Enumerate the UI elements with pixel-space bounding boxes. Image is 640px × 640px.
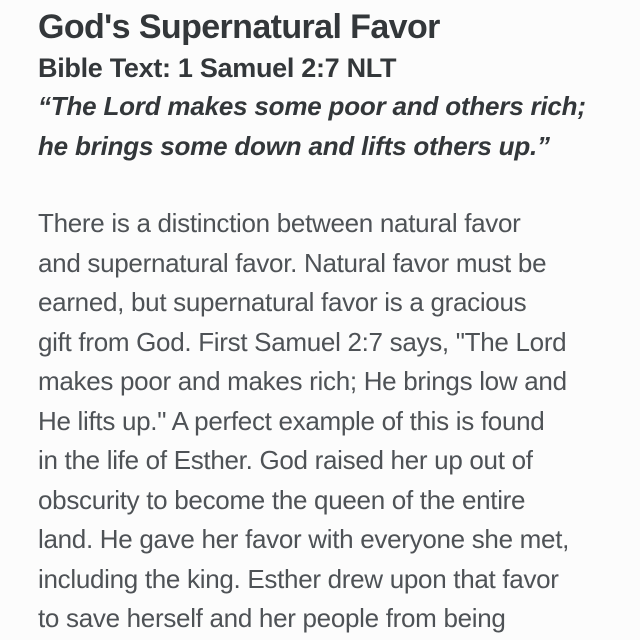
body-paragraph [38,204,634,639]
text-line: obscurity to become the queen of the entire [38,484,526,515]
bible-quote [38,86,634,166]
text-line: gift from God. First Samuel 2:7 says, "The Lord [38,326,567,357]
text-line: including the king. Esther drew upon that favor [38,563,559,594]
text-line: to save herself and her people from being [38,603,506,633]
text-line: “The Lord makes some poor and others rich; [38,91,586,121]
text-line: he brings some down and lifts others up.” [38,131,550,161]
page-title: God's Supernatural Favor [38,8,440,46]
text-line: land. He gave her favor with everyone she met, [38,524,570,554]
text-line: earned, but supernatural favor is a gracious [38,287,527,317]
text-line: makes poor and makes rich; He brings low and [38,366,567,396]
text-line: There is a distinction between natural favor [38,208,521,238]
text-line: in the life of Esther. God raised her up out of [38,445,533,475]
text-line: and supernatural favor. Natural favor must be [38,247,547,278]
text-line: He lifts up." A perfect example of this is found [38,405,545,436]
bible-text-heading: Bible Text: 1 Samuel 2:7 NLT [38,53,397,83]
